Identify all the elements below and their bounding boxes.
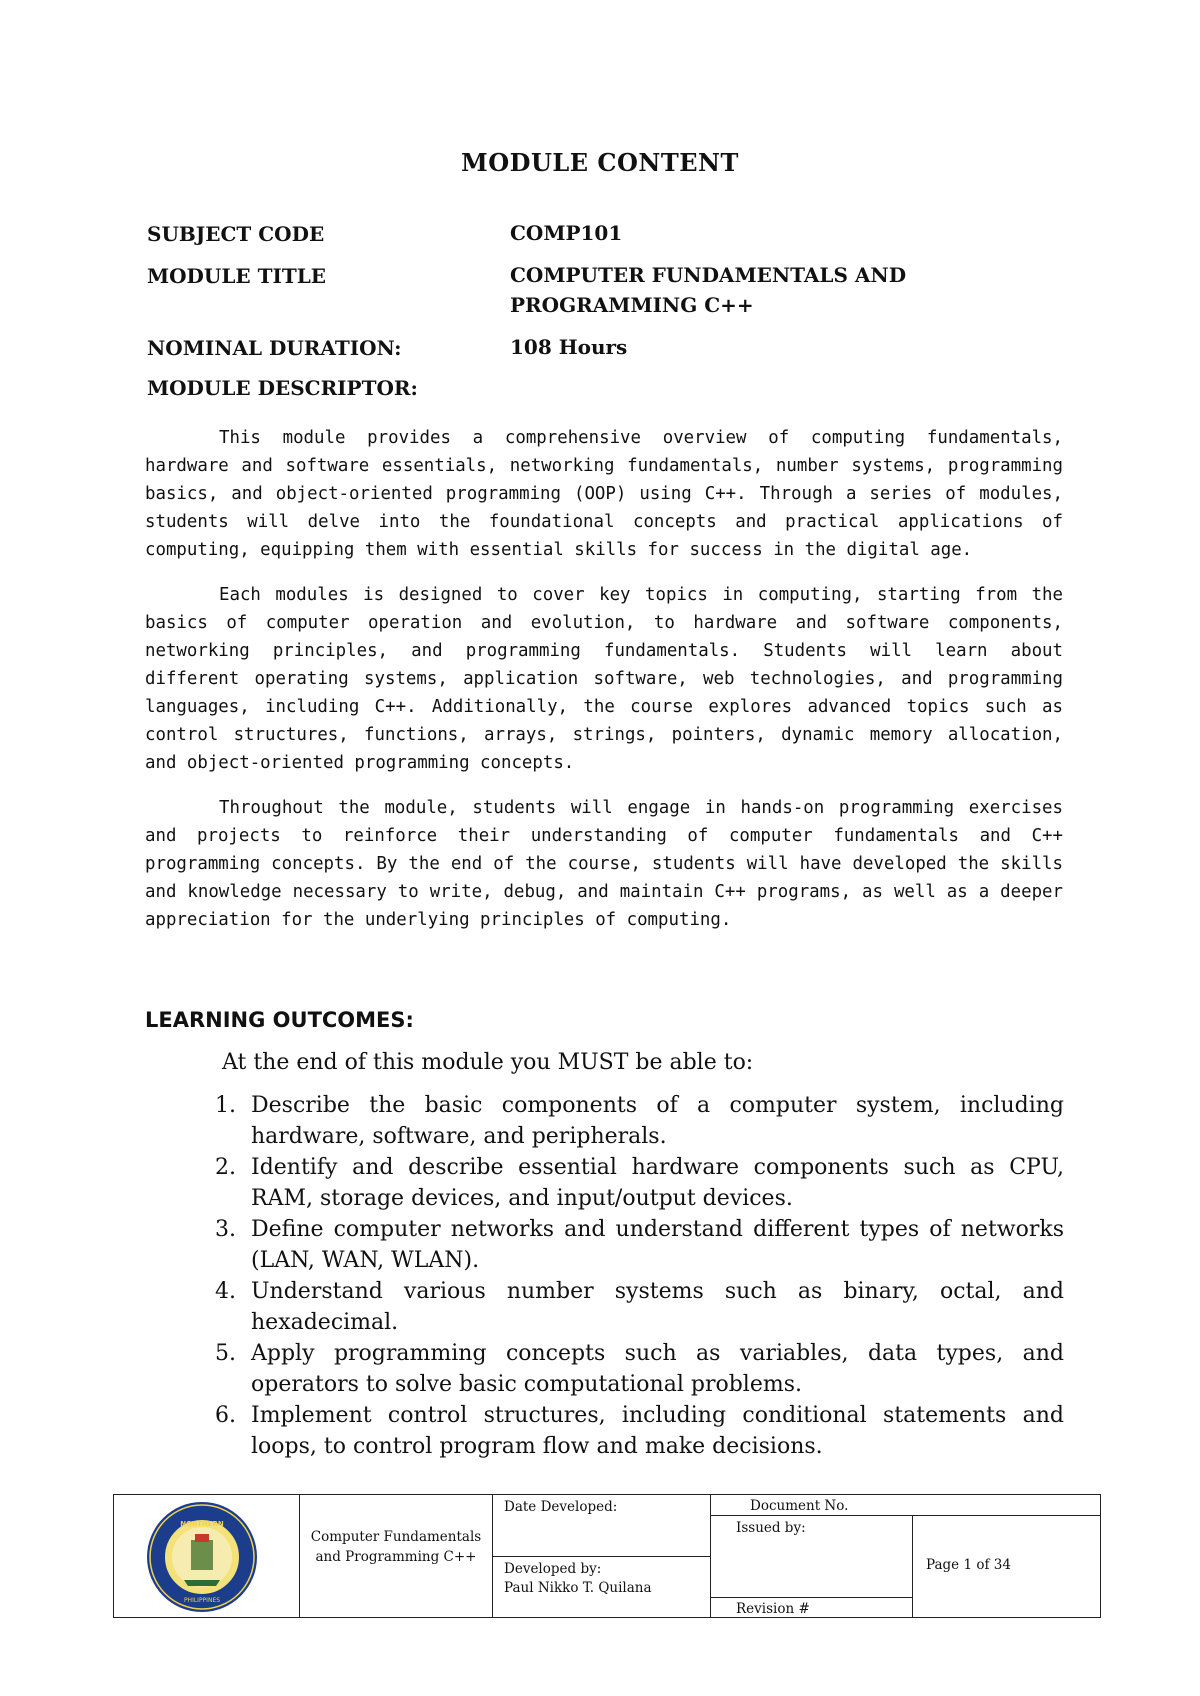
list-number: 6. (215, 1403, 236, 1428)
learning-outcomes-intro: At the end of this module you MUST be able to: (222, 1050, 754, 1075)
document-no-label: Document No. (750, 1498, 849, 1514)
subject-code-value: COMP101 (510, 221, 623, 245)
nominal-duration-label: NOMINAL DURATION: (147, 336, 402, 360)
document-footer-table (113, 1494, 1101, 1618)
subject-code-label: SUBJECT CODE (147, 222, 325, 246)
revision-label: Revision # (736, 1601, 810, 1617)
list-number: 5. (215, 1341, 236, 1366)
descriptor-paragraph: Each modules is designed to cover key topics in computing, starting from the basics of computer operation and evolution, to hardware and software components, networking principles, and programming fundamentals. Students will learn about different operating systems, application software, web technologies, and programming languages, including C++. Additionally, the course explores advanced topics such as control structures, functions, arrays, strings, pointers, dynamic memory allocation, and object-oriented programming concepts. (145, 585, 1063, 773)
university-seal-icon (144, 1500, 260, 1614)
list-item-text: Apply programming concepts such as variables, data types, and operators to solve basic computational problems. (251, 1341, 1064, 1397)
learning-outcomes-heading: LEARNING OUTCOMES: (145, 1008, 414, 1032)
footer-course-name: Computer Fundamentals and Programming C++ (310, 1529, 482, 1565)
list-number: 4. (215, 1279, 236, 1304)
footer-divider (912, 1515, 913, 1617)
footer-divider (710, 1597, 912, 1598)
module-descriptor-text (145, 424, 1063, 951)
list-item-text: Implement control structures, including conditional statements and loops, to control program flow and make decisions. (251, 1403, 1064, 1459)
list-item-text: Understand various number systems such as binary, octal, and hexadecimal. (251, 1279, 1064, 1335)
list-number: 3. (215, 1217, 236, 1242)
module-descriptor-label: MODULE DESCRIPTOR: (147, 376, 418, 400)
developer-name: Paul Nikko T. Quilana (504, 1580, 652, 1596)
module-title-value: COMPUTER FUNDAMENTALS AND PROGRAMMING C++ (510, 263, 907, 317)
list-number: 2. (215, 1155, 236, 1180)
list-item-text: Identify and describe essential hardware components such as CPU, RAM, storage devices, and input/output devices. (251, 1155, 1064, 1211)
developed-by-label: Developed by: (504, 1561, 602, 1577)
module-title-label: MODULE TITLE (147, 264, 327, 288)
list-item (200, 1276, 1064, 1338)
descriptor-paragraph: This module provides a comprehensive overview of computing fundamentals, hardware and software essentials, networking fundamentals, number systems, programming basics, and object-oriented programming (OOP) using C++. Through a series of modules, students will delve into the foundational concepts and practical applications of computing, equipping them with essential skills for success in the digital age. (145, 428, 1063, 560)
descriptor-paragraph: Throughout the module, students will engage in hands-on programming exercises and projects to reinforce their understanding of computer fundamentals and C++ programming concepts. By the end of the course, students will have developed the skills and knowledge necessary to write, debug, and maintain C++ programs, as well as a deeper appreciation for the underlying principles of computing. (145, 798, 1063, 930)
list-item (200, 1338, 1064, 1400)
page-number: Page 1 of 34 (926, 1557, 1011, 1573)
nominal-duration-value: 108 Hours (510, 335, 628, 359)
list-item-text: Define computer networks and understand different types of networks (LAN, WAN, WLAN). (251, 1217, 1064, 1273)
list-item (200, 1152, 1064, 1214)
list-item-text: Describe the basic components of a computer system, including hardware, software, and peripherals. (251, 1093, 1064, 1149)
module-content-title: MODULE CONTENT (461, 148, 739, 177)
svg-text:NORTHERN: NORTHERN (180, 1520, 224, 1528)
learning-outcomes-list (200, 1090, 1064, 1462)
footer-divider (710, 1495, 711, 1617)
list-item (200, 1400, 1064, 1462)
university-seal-logo (144, 1500, 260, 1614)
list-item (200, 1090, 1064, 1152)
footer-divider (492, 1556, 710, 1557)
date-developed-label: Date Developed: (504, 1499, 618, 1515)
svg-text:PHILIPPINES: PHILIPPINES (183, 1597, 221, 1604)
issued-by-label: Issued by: (736, 1520, 806, 1536)
footer-divider (710, 1515, 1100, 1516)
list-item (200, 1214, 1064, 1276)
list-number: 1. (215, 1093, 236, 1118)
